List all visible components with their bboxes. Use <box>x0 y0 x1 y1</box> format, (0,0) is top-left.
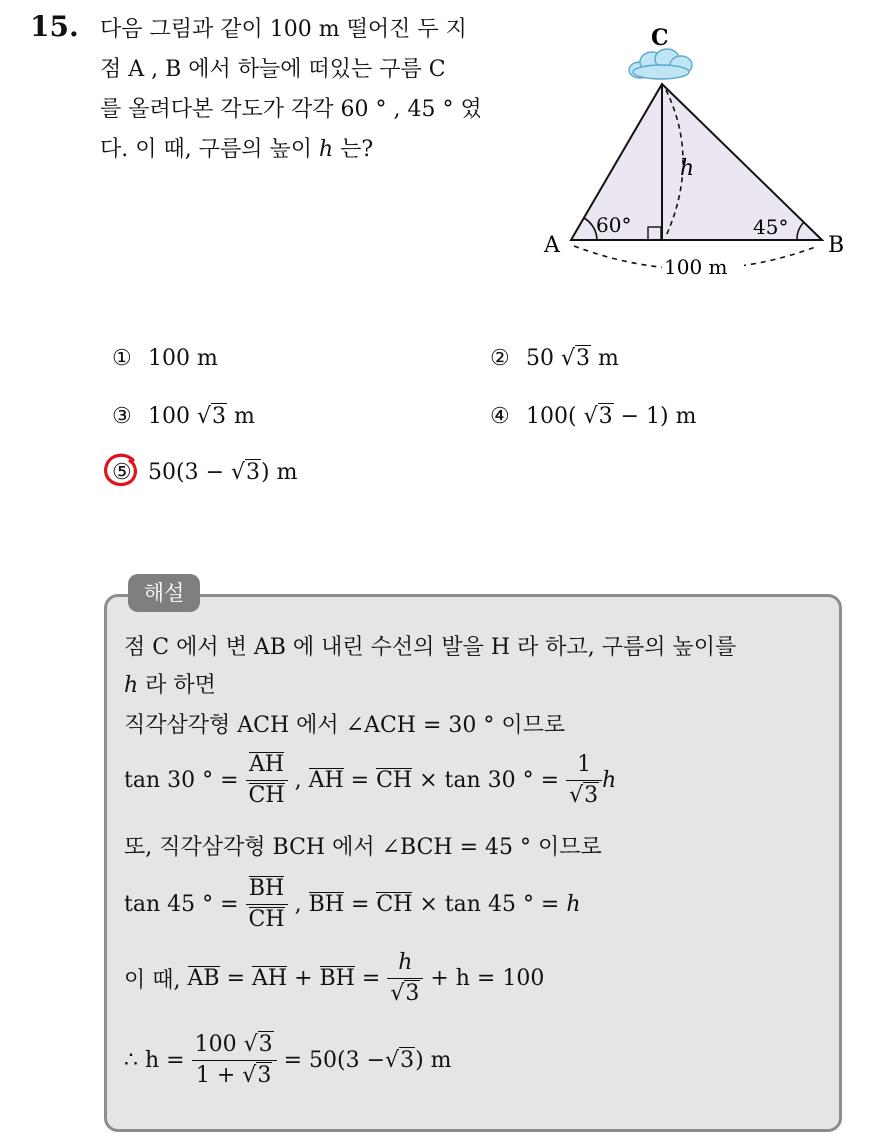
radicand-three: 3 <box>405 981 420 1006</box>
plus-h-equals-100: + h = 100 <box>430 966 545 991</box>
final-post: ) m <box>415 1048 452 1073</box>
solution-line-1: 점 C 에서 변 AB 에 내린 수선의 발을 H 라 하고, 구름의 높이를 <box>124 635 737 660</box>
question-line-4-tail: 는? <box>333 137 374 162</box>
sqrt-symbol: √3 <box>561 346 591 371</box>
question-number: 15. <box>30 10 79 43</box>
choice-4-radicand: 3 <box>598 404 613 429</box>
triangle-diagram <box>540 22 860 282</box>
fraction-h-sqrt3: $\frac{h}{√3}$ <box>387 948 423 1009</box>
denominator-1-plus: 1 + <box>195 1063 243 1088</box>
overline-ch: CH <box>248 907 285 932</box>
line-7-prefix: 이 때, <box>124 968 181 993</box>
choice-3-radicand: 3 <box>212 404 227 429</box>
height-variable: h <box>318 137 334 162</box>
choice-5-post: ) m <box>261 460 298 485</box>
label-base: 100 m <box>664 255 728 279</box>
equals: = <box>350 768 370 793</box>
choice-4-number: ④ <box>490 404 510 429</box>
height-variable: h <box>387 948 423 979</box>
fraction-ah-ch <box>246 750 288 811</box>
choice-4-post: − 1) m <box>613 404 697 429</box>
overline-ah: AH <box>308 768 344 793</box>
label-angle-a: 60° <box>596 213 632 237</box>
comma: , <box>294 768 302 793</box>
solution-line-5: 또, 직각삼각형 BCH 에서 ∠BCH = 45 ° 이므로 <box>124 835 602 860</box>
choice-2[interactable] <box>490 342 619 376</box>
choice-2-number: ② <box>490 346 510 371</box>
solution-line-2-tail: 라 하면 <box>138 673 216 698</box>
comma: , <box>294 892 302 917</box>
times-tan30: × tan 30 ° = <box>419 768 560 793</box>
choice-5[interactable] <box>112 456 297 490</box>
question-line-3: 를 올려다본 각도가 각각 60 ° , 45 ° 였 <box>100 97 482 122</box>
height-variable: h <box>124 673 139 698</box>
tan45-label: tan 45 ° = <box>124 892 239 917</box>
overline-bh: BH <box>248 876 285 901</box>
overline-ah: AH <box>249 752 285 777</box>
label-b: B <box>828 233 845 258</box>
overline-ab: AB <box>187 966 220 991</box>
question-line-1: 다음 그림과 같이 100 m 떨어진 두 지 <box>100 17 467 42</box>
overline-ch: CH <box>376 892 413 917</box>
solution-line-3: 직각삼각형 ACH 에서 ∠ACH = 30 ° 이므로 <box>124 713 566 738</box>
solution-line-7 <box>124 948 544 1009</box>
fraction-final: $\frac{100 √3}{1 + √3}$ <box>192 1030 277 1091</box>
question-line-4-text: 다. 이 때, 구름의 높이 <box>100 137 319 162</box>
sqrt-symbol: √3 <box>583 404 613 429</box>
sqrt-symbol: √3 <box>231 460 261 485</box>
choice-1-text: 100 m <box>148 346 218 371</box>
label-c: C <box>651 25 669 51</box>
radicand-three: 3 <box>584 783 599 808</box>
height-variable: h <box>566 892 581 917</box>
radicand-three: 3 <box>400 1048 415 1073</box>
solution-line-4 <box>124 750 616 811</box>
choice-2-post: m <box>591 346 619 371</box>
choice-3-number: ③ <box>112 404 132 429</box>
solution-line-8: ∴ h = $\frac{100 √3}{1 + √3}$ = 50(3 − √3 ) m <box>124 1030 452 1091</box>
therefore-h: ∴ h = <box>124 1048 185 1073</box>
overline-ah: AH <box>252 966 288 991</box>
radicand-three: 3 <box>257 1063 272 1088</box>
question-line-4 <box>100 130 530 170</box>
choice-1-number: ① <box>112 346 132 371</box>
radicand-three: 3 <box>258 1032 273 1057</box>
fraction-bh-ch <box>246 874 288 935</box>
overline-ch: CH <box>248 783 285 808</box>
question-line-2: 점 A , B 에서 하늘에 떠있는 구름 C <box>100 57 446 82</box>
choice-5-radicand: 3 <box>246 460 261 485</box>
choice-3[interactable] <box>112 400 255 434</box>
height-variable: h <box>602 768 617 793</box>
solution-line-2 <box>124 668 216 699</box>
sqrt-symbol: √3 <box>196 404 227 429</box>
equals: = <box>226 966 245 991</box>
label-angle-b: 45° <box>753 215 789 239</box>
choice-3-post: m <box>227 404 255 429</box>
solution-tag: 해설 <box>128 574 200 612</box>
fraction-1-sqrt3: $\frac{1}{√3}$ <box>566 750 602 811</box>
choice-4[interactable] <box>490 400 696 434</box>
numerator-one: 1 <box>566 750 602 781</box>
numerator-100: 100 <box>194 1032 244 1057</box>
choice-2-pre: 50 <box>526 346 561 371</box>
plus: + <box>294 966 313 991</box>
choice-4-pre: 100( <box>526 404 584 429</box>
final-pre: = 50(3 − <box>283 1048 386 1073</box>
answer-mark-icon <box>103 452 139 488</box>
times-tan45: × tan 45 ° = <box>419 892 560 917</box>
overline-ch: CH <box>376 768 413 793</box>
equals: = <box>350 892 370 917</box>
choice-5-number: ⑤ <box>112 460 132 485</box>
overline-bh: BH <box>308 892 344 917</box>
label-h: h <box>680 156 695 181</box>
choice-3-pre: 100 <box>148 404 197 429</box>
choice-1[interactable] <box>112 342 218 376</box>
choice-5-pre: 50(3 − <box>148 460 231 485</box>
equals: = <box>361 966 381 991</box>
tan30-label: tan 30 ° = <box>124 768 239 793</box>
solution-line-6 <box>124 874 581 935</box>
choice-2-radicand: 3 <box>576 346 591 371</box>
cloud-icon <box>629 49 692 79</box>
label-a: A <box>544 233 560 258</box>
question-text <box>100 10 530 170</box>
overline-bh: BH <box>319 966 355 991</box>
